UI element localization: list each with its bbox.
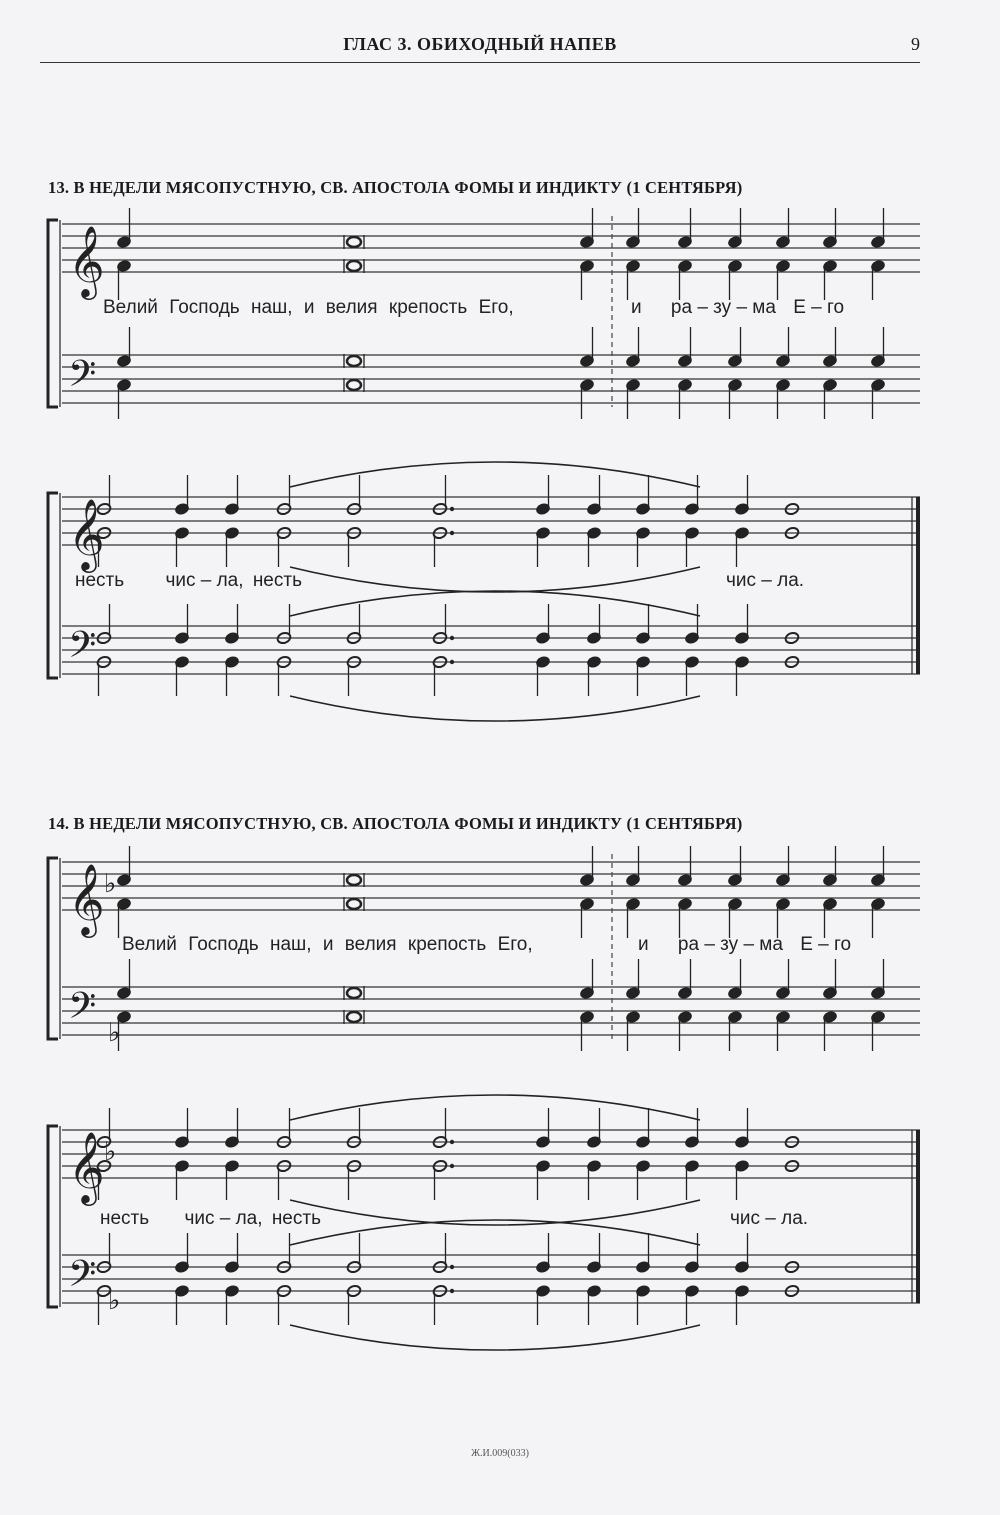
running-title: ГЛАС 3. ОБИХОДНЫЙ НАПЕВ xyxy=(343,34,617,54)
piece-14-title: 14. В НЕДЕЛИ МЯСОПУСТНУЮ, СВ. АПОСТОЛА ФОМЫ И ИНДИКТУ (1 СЕНТЯБРЯ) xyxy=(48,814,743,833)
dot xyxy=(450,507,454,511)
piece-14-line2-lyrics-b: чис – ла. xyxy=(730,1208,809,1229)
phrase-slur xyxy=(290,1200,700,1225)
breve-note xyxy=(347,356,361,366)
syllable: крепость xyxy=(407,934,487,955)
flat-sign: ♭ xyxy=(108,1018,121,1048)
syllable: ра xyxy=(670,297,693,318)
phrase-slur xyxy=(290,1325,700,1350)
syllable: и xyxy=(322,934,334,955)
phrase-slur xyxy=(290,1220,700,1245)
syllable: наш, xyxy=(251,297,293,318)
breve-note xyxy=(347,899,361,909)
dot xyxy=(450,636,454,640)
breve-note xyxy=(347,237,361,247)
flat-sign: ♭ xyxy=(104,1137,117,1167)
syllable: го xyxy=(827,297,845,318)
syllable: го xyxy=(834,934,852,955)
piece-13-title: 13. В НЕДЕЛИ МЯСОПУСТНУЮ, СВ. АПОСТОЛА ФОМЫ И ИНДИКТУ (1 СЕНТЯБРЯ) xyxy=(48,178,743,197)
phrase-slur xyxy=(290,1095,700,1120)
treble-clef: 𝄞 xyxy=(68,497,105,570)
syllable: ра xyxy=(677,934,700,955)
syllable: чис xyxy=(726,570,757,591)
syllable: и xyxy=(631,297,642,318)
treble-clef: 𝄞 xyxy=(68,1130,105,1203)
syllable: и xyxy=(638,934,649,955)
syllable: крепость xyxy=(388,297,468,318)
dot xyxy=(450,1164,454,1168)
breve-note xyxy=(347,261,361,271)
syllable: Е xyxy=(800,934,813,955)
syllable: Господь xyxy=(169,297,240,318)
system-bracket xyxy=(48,1126,58,1307)
syllable: наш, xyxy=(270,934,312,955)
page-number: 9 xyxy=(911,34,920,54)
system-bracket xyxy=(48,858,58,1039)
phrase-slur xyxy=(290,462,700,487)
piece-13-line1-lyrics-b: и ра – зу – ма Е – го xyxy=(631,297,845,318)
syllable: Велий xyxy=(122,934,177,955)
system-bracket xyxy=(48,493,58,678)
syllable: несть xyxy=(75,570,125,591)
syllable: несть xyxy=(252,570,302,591)
syllable: ла. xyxy=(781,1208,809,1229)
system-bracket xyxy=(48,220,58,407)
phrase-slur xyxy=(290,591,700,616)
syllable: несть xyxy=(100,1208,150,1229)
piece-14-line1-lyrics-b: и ра – зу – ма Е – го xyxy=(638,934,852,955)
syllable: ма xyxy=(759,934,783,955)
syllable: чис xyxy=(165,570,196,591)
dot xyxy=(450,1140,454,1144)
bass-clef: 𝄢 xyxy=(68,624,97,675)
dot xyxy=(450,1289,454,1293)
syllable: ла, xyxy=(235,1208,263,1229)
breve-note xyxy=(347,1012,361,1022)
syllable: Его, xyxy=(497,934,533,955)
syllable: Его, xyxy=(478,297,514,318)
syllable: велия xyxy=(344,934,397,955)
syllable: зу xyxy=(720,934,739,955)
dot xyxy=(450,1265,454,1269)
flat-sign: ♭ xyxy=(104,869,117,899)
piece-14-line2-lyrics: несть чис – ла, несть xyxy=(100,1208,321,1229)
syllable: чис xyxy=(730,1208,761,1229)
phrase-slur xyxy=(290,567,700,592)
treble-clef: 𝄞 xyxy=(68,224,105,297)
piece-14-line1-lyrics xyxy=(122,934,533,956)
bass-clef: 𝄢 xyxy=(68,985,97,1036)
breve-note xyxy=(347,988,361,998)
syllable: Велий xyxy=(103,297,158,318)
catalog-mark: Ж.И.009(033) xyxy=(471,1448,529,1459)
dot xyxy=(450,660,454,664)
bass-clef: 𝄢 xyxy=(68,353,97,404)
syllable: Господь xyxy=(188,934,259,955)
syllable: велия xyxy=(325,297,378,318)
breve-note xyxy=(347,380,361,390)
piece-13-line2-lyrics: несть чис – ла, несть xyxy=(75,570,302,591)
syllable: и xyxy=(303,297,315,318)
syllable: Е xyxy=(793,297,806,318)
phrase-slur xyxy=(290,696,700,721)
syllable: ла. xyxy=(777,570,805,591)
syllable: ла, xyxy=(216,570,244,591)
syllable: зу xyxy=(713,297,732,318)
breve-note xyxy=(347,875,361,885)
flat-sign: ♭ xyxy=(108,1286,121,1316)
treble-clef: 𝄞 xyxy=(68,862,105,935)
piece-13-line2-lyrics-b: чис – ла. xyxy=(726,570,805,591)
piece-13-line1-lyrics xyxy=(103,297,514,319)
syllable: несть xyxy=(271,1208,321,1229)
bass-clef: 𝄢 xyxy=(68,1253,97,1304)
syllable: чис xyxy=(184,1208,215,1229)
dot xyxy=(450,531,454,535)
syllable: ма xyxy=(752,297,776,318)
